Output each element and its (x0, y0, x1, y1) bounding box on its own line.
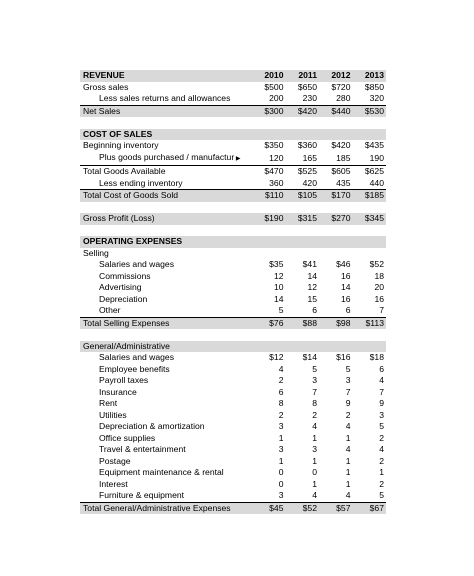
goods-available-row-value-1: $470 (264, 166, 284, 176)
general-expense-row-label: Furniture & equipment (80, 490, 252, 502)
general-expense-row-label: Interest (99, 478, 128, 489)
general-expense-row-value-2: 4 (312, 421, 317, 431)
ending-inventory-row-value-4: 440 (353, 178, 387, 190)
selling-expense-row-value-4: 16 (374, 293, 384, 304)
income-statement-sheet (80, 70, 386, 514)
general-expense-row-value-2: 3 (312, 444, 317, 454)
general-expense-row-value-4: 3 (379, 409, 384, 420)
net-sales-row (80, 105, 386, 117)
general-expense-row-value-2: 8 (312, 398, 317, 408)
general-expense-row-value-3: 4 (345, 421, 351, 431)
general-expense-row-value-1: 2 (278, 375, 284, 385)
general-expense-row (80, 352, 386, 364)
general-expense-row-label: Employee benefits (99, 363, 170, 374)
cost-of-sales-header-row-label: COST OF SALES (80, 129, 252, 141)
selling-expense-row-label: Depreciation (99, 293, 148, 304)
operating-expenses-header-row-value-2 (286, 236, 320, 248)
operating-expenses-header-row-label: OPERATING EXPENSES (80, 236, 252, 248)
revenue-header-row-value-1: 2010 (252, 70, 286, 82)
selling-header-row-value-4 (353, 248, 387, 260)
cost-of-sales-header-row-value-4 (353, 129, 387, 141)
cost-of-sales-row-value-3: 185 (319, 152, 353, 166)
total-cogs-row (80, 190, 386, 202)
net-sales-row-value-4: $530 (353, 105, 387, 117)
selling-expense-row-value-3: 16 (340, 270, 351, 281)
general-expense-row-value-1: 8 (278, 398, 284, 408)
selling-expense-row (80, 305, 386, 317)
total-selling-row-value-3: $98 (319, 317, 353, 329)
revenue-header-row-label: REVENUE (80, 70, 252, 82)
total-cogs-row-value-1: $110 (252, 190, 286, 202)
general-expense-row-value-4: 1 (379, 467, 384, 477)
general-admin-header-row-label: General/Administrative (80, 341, 252, 353)
overflow-arrow-icon: ▶ (234, 155, 241, 162)
general-expense-row-value-4: 5 (379, 421, 384, 431)
general-expense-row-value-2: 5 (312, 363, 317, 374)
cost-of-sales-row-value-2: $360 (297, 140, 317, 150)
goods-available-row (80, 166, 386, 178)
general-expense-row-value-4: 7 (379, 386, 384, 397)
general-expense-row-value-3: 3 (345, 375, 351, 385)
selling-expense-row-value-3: 14 (340, 282, 351, 292)
selling-expense-row-value-1: 5 (252, 305, 286, 317)
selling-expense-row (80, 294, 386, 306)
general-admin-header-row (80, 341, 386, 353)
cost-of-sales-row-label: Plus goods purchased / manufactur ▶ (80, 152, 252, 166)
selling-expense-row-value-4: 18 (374, 270, 384, 281)
general-expense-row-value-2: 1 (312, 432, 317, 443)
general-expense-row-value-4: $18 (369, 352, 384, 362)
revenue-row (80, 82, 386, 94)
general-expense-row (80, 490, 386, 502)
selling-expense-row-label: Commissions (99, 270, 151, 281)
statement-body (80, 70, 386, 514)
general-admin-header-row-value-3 (319, 341, 353, 353)
general-expense-row (80, 479, 386, 491)
general-expense-row-value-2: 7 (312, 386, 317, 397)
total-selling-row-label: Total Selling Expenses (80, 317, 252, 329)
total-cogs-row-label: Total Cost of Goods Sold (80, 190, 252, 202)
revenue-row-value-2: $650 (297, 81, 317, 92)
spacer-row-3 (80, 225, 386, 237)
total-general-admin-row-value-2: $52 (286, 502, 320, 514)
general-expense-row-value-4: 6 (379, 363, 384, 374)
goods-available-row-value-3: $605 (331, 166, 351, 176)
revenue-row-label: Gross sales (83, 81, 129, 92)
general-expense-row-label: Insurance (99, 386, 137, 397)
total-cogs-row-value-2: $105 (286, 190, 320, 202)
cost-of-sales-header-row-value-3 (319, 129, 353, 141)
selling-header-row (80, 248, 386, 260)
cost-of-sales-header-row-value-1 (252, 129, 286, 141)
general-expense-row-value-1: 3 (252, 490, 286, 502)
selling-expense-row-value-3: 16 (340, 293, 351, 304)
total-general-admin-row-label: Total General/Administrative Expenses (80, 502, 252, 514)
gross-profit-row-label: Gross Profit (Loss) (80, 213, 252, 225)
selling-header-row-value-2 (286, 248, 320, 260)
income-statement-table (80, 70, 386, 514)
general-expense-row-value-1: 1 (278, 432, 284, 443)
gross-profit-row-value-2: $315 (286, 213, 320, 225)
selling-expense-row-value-2: 12 (307, 282, 317, 292)
general-expense-row-value-2: 3 (312, 375, 317, 385)
general-admin-header-row-value-1 (252, 341, 286, 353)
general-expense-row-value-3: 1 (345, 467, 351, 477)
general-expense-row-value-4: 4 (379, 375, 384, 385)
general-expense-row-value-2: $14 (302, 352, 317, 362)
total-selling-row-value-4: $113 (353, 317, 387, 329)
general-admin-header-row-value-2 (286, 341, 320, 353)
selling-expense-row-value-2: $41 (302, 259, 317, 269)
general-expense-row (80, 375, 386, 387)
revenue-row-value-3: $720 (331, 81, 351, 92)
general-expense-row-value-1: 1 (278, 455, 284, 466)
selling-expense-row (80, 259, 386, 271)
selling-expense-row-value-4: 20 (374, 282, 384, 292)
revenue-header-row (80, 70, 386, 82)
general-expense-row-value-4: 2 (379, 432, 384, 443)
goods-available-row-label: Total Goods Available (83, 166, 166, 176)
general-expense-row-value-2: 0 (312, 467, 317, 477)
selling-expense-row-value-2: 15 (307, 293, 317, 304)
general-expense-row-value-1: $12 (269, 352, 284, 362)
general-admin-header-row-value-4 (353, 341, 387, 353)
general-expense-row (80, 433, 386, 445)
selling-header-row-value-1 (252, 248, 286, 260)
gross-profit-row-value-4: $345 (353, 213, 387, 225)
cost-of-sales-row (80, 152, 386, 166)
selling-expense-row-label: Salaries and wages (99, 259, 175, 269)
operating-expenses-header-row-value-1 (252, 236, 286, 248)
general-expense-row-value-4: 2 (379, 455, 384, 466)
general-expense-row-value-2: 1 (312, 455, 317, 466)
total-general-admin-row-value-3: $57 (319, 502, 353, 514)
cost-of-sales-row-value-2: 165 (286, 152, 320, 166)
operating-expenses-header-row-value-4 (353, 236, 387, 248)
general-expense-row-label: Salaries and wages (99, 352, 175, 362)
goods-available-row-value-2: $525 (297, 166, 317, 176)
cost-of-sales-row (80, 140, 386, 152)
revenue-row-value-2: 230 (286, 93, 320, 105)
gross-profit-row (80, 213, 386, 225)
revenue-header-row-value-3: 2012 (319, 70, 353, 82)
general-expense-row-value-3: 4 (319, 490, 353, 502)
operating-expenses-header-row-value-3 (319, 236, 353, 248)
general-expense-row-value-3: 2 (345, 409, 351, 420)
ending-inventory-row-value-2: 420 (286, 178, 320, 190)
total-selling-row-value-2: $88 (286, 317, 320, 329)
selling-expense-row-value-1: $35 (269, 259, 284, 269)
spacer-row-2 (80, 202, 386, 214)
general-expense-row-value-3: $16 (336, 352, 351, 362)
general-expense-row-label: Rent (99, 398, 118, 408)
ending-inventory-row-value-3: 435 (319, 178, 353, 190)
selling-expense-row-label: Other (80, 305, 252, 317)
general-expense-row-value-4: 9 (379, 398, 384, 408)
selling-expense-row-value-3: $46 (336, 259, 351, 269)
cost-of-sales-row-value-4: 190 (353, 152, 387, 166)
gross-profit-row-value-1: $190 (252, 213, 286, 225)
selling-expense-row-label: Advertising (99, 282, 142, 292)
general-expense-row-value-2: 2 (312, 409, 317, 420)
ending-inventory-row-value-1: 360 (252, 178, 286, 190)
general-expense-row (80, 456, 386, 468)
selling-header-row-label: Selling (83, 247, 109, 258)
selling-expense-row (80, 271, 386, 283)
revenue-row (80, 93, 386, 105)
total-general-admin-row-value-4: $67 (353, 502, 387, 514)
general-expense-row-value-1: 4 (278, 363, 284, 374)
goods-available-row-value-4: $625 (364, 166, 384, 176)
general-expense-row (80, 398, 386, 410)
gross-profit-row-value-3: $270 (319, 213, 353, 225)
revenue-row-value-1: $500 (264, 81, 284, 92)
spacer-row-4 (80, 329, 386, 341)
net-sales-row-value-3: $440 (319, 105, 353, 117)
selling-expense-row-value-4: 7 (353, 305, 387, 317)
general-expense-row-label: Equipment maintenance & rental (99, 467, 224, 477)
general-expense-row-value-4: 2 (379, 478, 384, 489)
total-cogs-row-value-4: $185 (353, 190, 387, 202)
general-expense-row-label: Utilities (99, 409, 127, 420)
general-expense-row-label: Payroll taxes (99, 375, 149, 385)
operating-expenses-header-row (80, 236, 386, 248)
cost-of-sales-header-row-value-2 (286, 129, 320, 141)
revenue-header-row-value-4: 2013 (353, 70, 387, 82)
selling-expense-row-value-2: 6 (286, 305, 320, 317)
general-expense-row-label: Depreciation & amortization (99, 421, 205, 431)
selling-expense-row-value-3: 6 (319, 305, 353, 317)
general-expense-row-label: Travel & entertainment (99, 444, 186, 454)
ending-inventory-row-label: Less ending inventory (80, 178, 252, 190)
general-expense-row (80, 410, 386, 422)
selling-expense-row (80, 282, 386, 294)
general-expense-row-value-1: 0 (278, 467, 284, 477)
general-expense-row (80, 421, 386, 433)
selling-expense-row-value-1: 14 (273, 293, 284, 304)
general-expense-row-value-3: 5 (345, 363, 351, 374)
general-expense-row-value-1: 3 (278, 444, 284, 454)
revenue-row-value-1: 200 (252, 93, 286, 105)
selling-expense-row-value-1: 10 (273, 282, 284, 292)
general-expense-row (80, 467, 386, 479)
general-expense-row-value-3: 9 (345, 398, 351, 408)
total-selling-row-value-1: $76 (252, 317, 286, 329)
cost-of-sales-row-value-1: $350 (264, 140, 284, 150)
spacer-row-1 (80, 117, 386, 129)
revenue-row-label: Less sales returns and allowances (80, 93, 252, 105)
cost-of-sales-row-value-4: $435 (364, 140, 384, 150)
selling-header-row-value-3 (319, 248, 353, 260)
general-expense-row-value-4: 5 (353, 490, 387, 502)
general-expense-row-value-3: 1 (345, 432, 351, 443)
general-expense-row-value-4: 4 (379, 444, 384, 454)
general-expense-row-label: Postage (99, 455, 131, 466)
general-expense-row-value-3: 1 (345, 478, 351, 489)
general-expense-row-value-1: 3 (278, 421, 284, 431)
general-expense-row-value-1: 2 (278, 409, 284, 420)
selling-expense-row-value-2: 14 (307, 270, 317, 281)
net-sales-row-value-2: $420 (286, 105, 320, 117)
revenue-row-value-4: $850 (364, 81, 384, 92)
net-sales-row-value-1: $300 (252, 105, 286, 117)
total-selling-row (80, 317, 386, 329)
selling-expense-row-value-1: 12 (273, 270, 284, 281)
general-expense-row (80, 364, 386, 376)
general-expense-row-value-1: 6 (278, 386, 284, 397)
cost-of-sales-header-row (80, 129, 386, 141)
ending-inventory-row (80, 178, 386, 190)
cost-of-sales-row-value-1: 120 (252, 152, 286, 166)
general-expense-row-label: Office supplies (99, 432, 156, 443)
revenue-row-value-4: 320 (353, 93, 387, 105)
general-expense-row-value-1: 0 (278, 478, 284, 489)
general-expense-row (80, 444, 386, 456)
revenue-row-value-3: 280 (319, 93, 353, 105)
general-expense-row-value-3: 4 (345, 444, 351, 454)
general-expense-row (80, 387, 386, 399)
total-cogs-row-value-3: $170 (319, 190, 353, 202)
revenue-header-row-value-2: 2011 (286, 70, 320, 82)
total-general-admin-row-value-1: $45 (252, 502, 286, 514)
general-expense-row-value-3: 1 (345, 455, 351, 466)
total-general-admin-row (80, 502, 386, 514)
net-sales-row-label: Net Sales (80, 105, 252, 117)
general-expense-row-value-3: 7 (345, 386, 351, 397)
general-expense-row-value-2: 1 (312, 478, 317, 489)
general-expense-row-value-2: 4 (286, 490, 320, 502)
selling-expense-row-value-4: $52 (369, 259, 384, 269)
cost-of-sales-row-value-3: $420 (331, 140, 351, 150)
cost-of-sales-row-label: Beginning inventory (83, 140, 159, 150)
